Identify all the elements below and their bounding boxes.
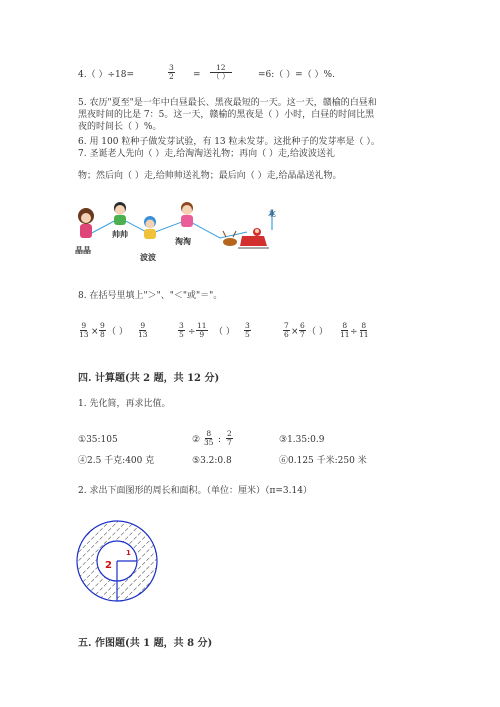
calc-item-3: ③1.35:0.9: [279, 435, 325, 445]
q5-line3: 夜的时间长（ ）%。: [78, 122, 162, 132]
q8-item3-frac-c: $\frac{8}{11}$: [340, 321, 350, 339]
q7-line1: 7. 圣诞老人先向（ ）走,给淘淘送礼物；再向（ ）走,给波波送礼: [78, 149, 335, 159]
q8-item3-op: ×: [291, 327, 299, 337]
calc-item-2-frac-2: $\frac{2}{7}$: [227, 429, 232, 447]
q8-text: 8. 在括号里填上"＞"、"＜"或"＝"。: [78, 291, 223, 301]
q8-item2-frac-b: $\frac{11}{9}$: [197, 321, 207, 339]
calc-item-2-frac-1: $\frac{8}{35}$: [204, 429, 214, 447]
name-bobo: 波波: [140, 252, 156, 262]
q4-fraction-1: $\frac{3}{2}$: [169, 63, 174, 81]
q8-item1-op: ×: [91, 327, 99, 337]
shuaishuai-figure: [114, 202, 126, 225]
q8-item3-frac-d: $\frac{8}{11}$: [359, 321, 369, 339]
calc-item-6: ⑥0.125 千米:250 米: [279, 456, 367, 466]
q8-item1-frac-c: $\frac{9}{13}$: [138, 321, 148, 339]
bobo-figure: [144, 216, 156, 239]
route-path: [86, 218, 247, 238]
calc-item-2-prefix: ②: [192, 435, 201, 445]
calc-item-4: ④2.5 千克:400 克: [78, 456, 155, 466]
q5-line1: 5. 农历"夏至"是一年中白昼最长、黑夜最短的一天。这一天，赣榆的白昼和: [78, 98, 377, 108]
name-taotao: 淘淘: [175, 236, 191, 246]
q4-fraction-2: 12 （ ）: [210, 64, 232, 81]
q8-item3-frac-b: $\frac{6}{7}$: [300, 321, 305, 339]
outer-radius-label: 2: [105, 560, 112, 571]
q4-equals: =: [193, 70, 201, 80]
section4-title: 四. 计算题(共 2 题，共 12 分): [78, 373, 220, 384]
name-shuaishuai: 帅帅: [112, 229, 128, 239]
q7-line2: 物；然后向（ ）走,给帅帅送礼物；最后向（ ）走,给晶晶送礼物。: [78, 171, 342, 181]
q8-item2-frac-c: $\frac{3}{5}$: [245, 321, 250, 339]
taotao-figure: [181, 202, 193, 227]
calc-item-1: ①35:105: [78, 435, 118, 445]
q8-item3-blank[interactable]: （ ）: [307, 327, 328, 337]
q8-item2-frac-a: $\frac{3}{5}$: [179, 321, 184, 339]
inner-radius-label: 1: [126, 549, 131, 557]
delivery-map-figure: [72, 200, 292, 266]
section4-q1: 1. 先化简，再求比值。: [78, 399, 171, 409]
q8-item3-op2: ÷: [350, 327, 358, 337]
q4-tail: =6:（ ）=（ ）%.: [258, 70, 335, 80]
annulus-figure: [72, 516, 162, 606]
q8-item3-frac-a: $\frac{7}{6}$: [284, 321, 289, 339]
santa-sleigh-figure: [223, 228, 269, 248]
q8-item2-op: ÷: [188, 327, 196, 337]
calc-item-2-sep: :: [218, 435, 222, 445]
q8-item1-frac-a: $\frac{9}{13}$: [79, 321, 89, 339]
q5-line2: 黑夜时间的比是 7：5。这一天，赣榆的黑夜是（ ）小时，白昼的时间比黑: [78, 110, 375, 120]
q8-item1-frac-b: $\frac{9}{8}$: [100, 321, 105, 339]
section4-q2: 2. 求出下面图形的周长和面积。（单位：厘米）（π=3.14）: [78, 486, 312, 496]
name-jingjing: 晶晶: [75, 245, 91, 255]
section5-title: 五. 作图题(共 1 题，共 8 分): [78, 638, 213, 649]
jingjing-figure: [78, 208, 94, 238]
q8-item1-blank[interactable]: （ ）: [107, 327, 128, 337]
calc-item-5: ⑤3.2:0.8: [192, 456, 232, 466]
q4-prefix: 4.（ ）÷18=: [78, 70, 134, 80]
q6-line1: 6. 用 100 粒种子做发芽试验，有 13 粒未发芽。这批种子的发芽率是（ ）。: [78, 137, 380, 147]
q8-item2-blank[interactable]: （ ）: [214, 327, 235, 337]
north-label: 北: [268, 209, 276, 218]
